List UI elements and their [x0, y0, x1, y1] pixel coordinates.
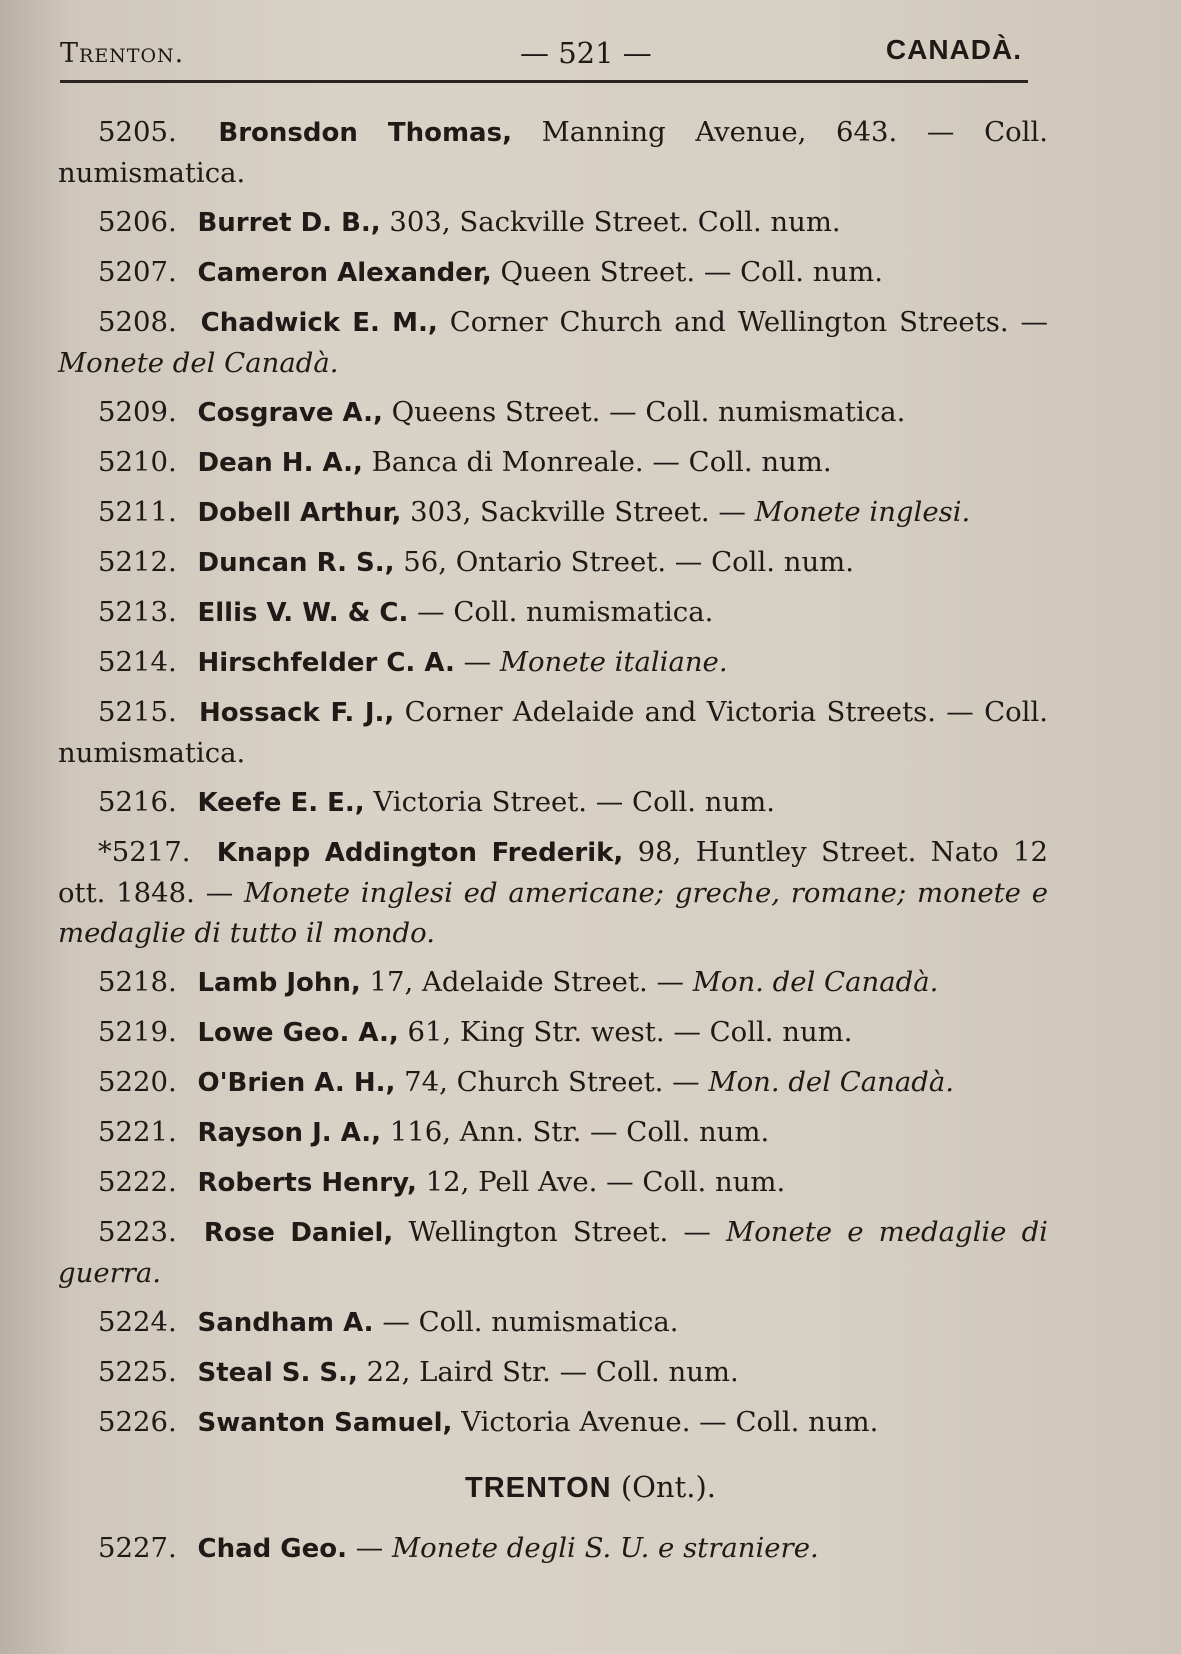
collection-description: Monete italiane. — [499, 646, 728, 678]
directory-entry — [58, 1528, 1048, 1569]
entry-number: 5226. — [98, 1406, 177, 1438]
directory-entry — [58, 1162, 1048, 1203]
directory-entry — [58, 492, 1048, 533]
entry-number: 5205. — [98, 116, 177, 148]
entry-address: 56, Ontario Street. — — [403, 546, 703, 578]
section-entry-list — [58, 1528, 1048, 1578]
section-place: TRENTON — [464, 1472, 612, 1504]
collector-name: Burret D. B., — [197, 208, 381, 238]
entry-number: 5215. — [98, 696, 177, 728]
directory-entry — [58, 252, 1048, 293]
collection-description: Mon. del Canadà. — [708, 1066, 955, 1098]
entry-number: 5222. — [98, 1166, 177, 1198]
collection-description: Coll. numismatica. — [453, 596, 714, 628]
entry-address: Corner Church and Wellington Streets. — — [449, 306, 1048, 338]
entry-number: 5218. — [98, 966, 177, 998]
entry-address: Queen Street. — — [500, 256, 732, 288]
entry-number: 5221. — [98, 1116, 177, 1148]
entry-list — [58, 112, 1048, 1452]
entry-number: 5224. — [98, 1306, 177, 1338]
collector-name: Lamb John, — [197, 968, 361, 998]
entry-number: 5213. — [98, 596, 177, 628]
entry-address: Victoria Street. — — [373, 786, 624, 818]
entry-number: 5208. — [98, 306, 177, 338]
entry-address: — — [355, 1532, 384, 1564]
collection-description: Coll. numismatica. — [58, 696, 1048, 769]
collection-description: Coll. num. — [711, 546, 854, 578]
collection-description: Monete inglesi ed americane; greche, romane; monete e medaglie di tutto il mondo. — [58, 877, 1048, 949]
entry-number: *5217. — [98, 836, 191, 868]
collection-description: Monete e medaglie di guerra. — [58, 1216, 1048, 1289]
directory-entry — [58, 1062, 1048, 1103]
collector-name: Cameron Alexander, — [197, 258, 492, 288]
directory-entry — [58, 442, 1048, 483]
collection-description: Coll. num. — [626, 1116, 770, 1148]
entry-number: 5214. — [98, 646, 177, 678]
header-city: Trenton. — [60, 38, 185, 69]
directory-entry — [58, 202, 1048, 243]
directory-entry — [58, 782, 1048, 823]
section-region: (Ont.). — [620, 1470, 717, 1504]
collection-description: Coll. numismatica. — [645, 396, 906, 428]
directory-entry — [58, 642, 1048, 683]
collector-name: Swanton Samuel, — [197, 1408, 453, 1438]
entry-address: 74, Church Street. — — [404, 1066, 700, 1098]
entry-number: 5212. — [98, 546, 177, 578]
entry-number: 5207. — [98, 256, 177, 288]
entry-address: Corner Adelaide and Victoria Streets. — — [404, 696, 974, 728]
directory-entry — [58, 1402, 1048, 1443]
collector-name: Lowe Geo. A., — [197, 1018, 399, 1048]
directory-entry — [58, 1112, 1048, 1153]
collector-name: Duncan R. S., — [197, 548, 395, 578]
entry-address: 116, Ann. Str. — — [389, 1116, 618, 1148]
collector-name: Keefe E. E., — [197, 788, 365, 818]
entry-address: 22, Laird Str. — — [366, 1356, 588, 1388]
directory-entry — [58, 692, 1048, 773]
entry-address: Banca di Monreale. — — [371, 446, 680, 478]
collection-description: Coll. num. — [697, 206, 841, 238]
collector-name: Cosgrave A., — [197, 398, 383, 428]
entry-address: 98, Huntley Street. Nato 12 ott. 1848. — — [58, 836, 1048, 909]
entry-number: 5210. — [98, 446, 177, 478]
collection-description: Coll. num. — [595, 1356, 739, 1388]
collection-description: Monete inglesi. — [754, 496, 971, 528]
entry-number: 5209. — [98, 396, 177, 428]
section-heading — [0, 1470, 1181, 1505]
running-header — [60, 30, 1028, 83]
entry-address: 17, Adelaide Street. — — [369, 966, 684, 998]
collection-description: Coll. num. — [709, 1016, 853, 1048]
collector-name: Hossack F. J., — [199, 698, 395, 728]
entry-address: 303, Sackville Street. — — [410, 496, 746, 528]
collector-name: Hirschfelder C. A. — [197, 648, 455, 678]
header-country: CANADÀ. — [885, 34, 1022, 65]
collection-description: Coll. numismatica. — [58, 116, 1049, 189]
directory-entry — [58, 832, 1048, 953]
collector-name: Rayson J. A., — [197, 1118, 382, 1148]
entry-address: Manning Avenue, 643. — — [541, 116, 955, 148]
collection-description: Mon. del Canadà. — [692, 966, 939, 998]
collector-name: Steal S. S., — [197, 1358, 358, 1388]
collection-description: Coll. num. — [632, 786, 775, 818]
collector-name: Sandham A. — [197, 1308, 374, 1338]
directory-entry — [58, 1302, 1048, 1343]
entry-address: — — [417, 596, 445, 628]
directory-entry — [58, 1212, 1048, 1293]
entry-number: 5227. — [98, 1532, 177, 1564]
entry-number: 5225. — [98, 1356, 177, 1388]
entry-number: 5216. — [98, 786, 177, 818]
collection-description: Coll. numismatica. — [418, 1306, 679, 1338]
collection-description: Monete degli S. U. e straniere. — [392, 1532, 819, 1564]
collector-name: Knapp Addington Frederik, — [216, 838, 624, 868]
entry-address: — — [463, 646, 492, 678]
entry-address: Victoria Avenue. — — [461, 1406, 727, 1438]
collector-name: Bronsdon Thomas, — [218, 118, 512, 148]
directory-entry — [58, 392, 1048, 433]
entry-number: 5220. — [98, 1066, 177, 1098]
entry-number: 5206. — [98, 206, 177, 238]
collector-name: Dobell Arthur, — [197, 498, 402, 528]
collector-name: Chad Geo. — [197, 1534, 347, 1564]
directory-entry — [58, 542, 1048, 583]
page-number: — 521 — — [520, 36, 652, 70]
collector-name: Chadwick E. M., — [200, 308, 438, 338]
collection-description: Monete del Canadà. — [58, 347, 339, 379]
directory-entry — [58, 112, 1048, 193]
directory-entry — [58, 592, 1048, 633]
directory-entry — [58, 962, 1048, 1003]
collector-name: Dean H. A., — [197, 448, 363, 478]
entry-number: 5211. — [98, 496, 177, 528]
collector-name: Rose Daniel, — [203, 1218, 394, 1248]
collector-name: Roberts Henry, — [197, 1168, 417, 1198]
collector-name: O'Brien A. H., — [197, 1068, 396, 1098]
collection-description: Coll. num. — [642, 1166, 786, 1198]
collection-description: Coll. num. — [688, 446, 832, 478]
entry-address: Wellington Street. — — [408, 1216, 711, 1248]
directory-entry — [58, 1012, 1048, 1053]
collection-description: Coll. num. — [735, 1406, 879, 1438]
entry-address: — — [382, 1306, 410, 1338]
directory-entry — [58, 302, 1048, 383]
entry-address: 12, Pell Ave. — — [425, 1166, 634, 1198]
entry-number: 5219. — [98, 1016, 177, 1048]
collection-description: Coll. num. — [740, 256, 884, 288]
directory-entry — [58, 1352, 1048, 1393]
entry-address: Queens Street. — — [391, 396, 637, 428]
entry-address: 303, Sackville Street. — [389, 206, 689, 238]
entry-address: 61, King Str. west. — — [407, 1016, 701, 1048]
collector-name: Ellis V. W. & C. — [197, 598, 409, 628]
entry-number: 5223. — [98, 1216, 177, 1248]
